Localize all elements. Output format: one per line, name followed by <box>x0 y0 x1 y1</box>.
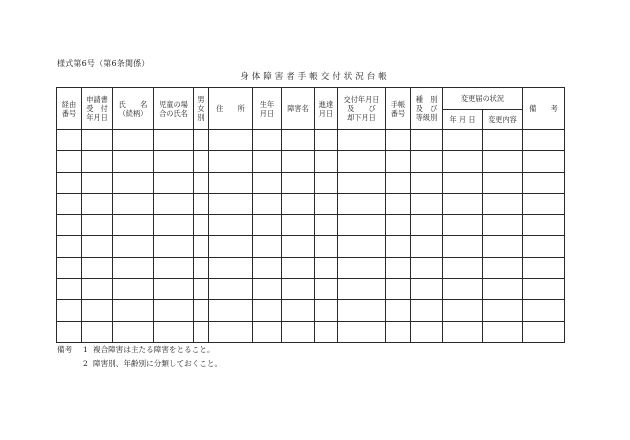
table-row <box>57 236 565 257</box>
table-cell[interactable] <box>483 279 523 300</box>
table-cell[interactable] <box>194 257 209 278</box>
table-cell[interactable] <box>57 236 82 257</box>
table-cell[interactable] <box>154 257 194 278</box>
table-cell[interactable] <box>315 300 338 321</box>
table-cell[interactable] <box>411 236 443 257</box>
table-row <box>57 193 565 214</box>
table-cell[interactable] <box>386 130 411 151</box>
table-cell[interactable] <box>386 236 411 257</box>
table-cell[interactable] <box>523 151 565 172</box>
table-cell[interactable] <box>82 151 113 172</box>
table-cell[interactable] <box>315 172 338 193</box>
header-shimei: 氏 名 （続柄） <box>113 88 154 130</box>
table-cell[interactable] <box>209 279 253 300</box>
table-cell[interactable] <box>113 151 154 172</box>
header-shinsei-uketsuke: 申請書 受 付 年月日 <box>82 88 113 130</box>
table-cell[interactable] <box>194 236 209 257</box>
table-cell[interactable] <box>386 215 411 236</box>
table-cell[interactable] <box>282 151 315 172</box>
table-cell[interactable] <box>154 236 194 257</box>
table-cell[interactable] <box>57 300 82 321</box>
note-item: 2 障害別、年齢別に分類しておくこと。 <box>83 358 223 368</box>
table-cell[interactable] <box>523 172 565 193</box>
table-cell[interactable] <box>483 130 523 151</box>
table-cell[interactable] <box>82 279 113 300</box>
table-cell[interactable] <box>253 130 282 151</box>
table-cell[interactable] <box>443 172 483 193</box>
header-shintatsu-gappi: 進達 月日 <box>315 88 338 130</box>
register-table <box>56 87 565 343</box>
table-cell[interactable] <box>194 193 209 214</box>
table-cell[interactable] <box>253 193 282 214</box>
table-cell[interactable] <box>411 151 443 172</box>
register-body <box>57 130 565 343</box>
table-cell[interactable] <box>282 130 315 151</box>
table-cell[interactable] <box>523 257 565 278</box>
table-cell[interactable] <box>253 279 282 300</box>
table-cell[interactable] <box>315 321 338 342</box>
table-cell[interactable] <box>523 279 565 300</box>
header-techo-bango: 手帳 番号 <box>386 88 411 130</box>
table-cell[interactable] <box>443 236 483 257</box>
table-cell[interactable] <box>523 215 565 236</box>
notes <box>57 343 222 370</box>
table-cell[interactable] <box>282 257 315 278</box>
table-cell[interactable] <box>483 172 523 193</box>
table-cell[interactable] <box>282 172 315 193</box>
table-cell[interactable] <box>338 236 386 257</box>
table-cell[interactable] <box>154 151 194 172</box>
table-cell[interactable] <box>82 236 113 257</box>
header-kofu-nengappi: 交付年月日 及 び 却下月日 <box>338 88 386 130</box>
table-cell[interactable] <box>411 300 443 321</box>
header-jusho: 住 所 <box>209 88 253 130</box>
table-cell[interactable] <box>194 151 209 172</box>
table-cell[interactable] <box>523 321 565 342</box>
page-title: 身体障害者手帳交付状況台帳 <box>240 72 390 82</box>
table-cell[interactable] <box>57 193 82 214</box>
table-cell[interactable] <box>253 300 282 321</box>
header-danjo-betsu: 男 女 別 <box>194 88 209 130</box>
table-cell[interactable] <box>282 215 315 236</box>
table-cell[interactable] <box>483 300 523 321</box>
header-henko-naiyo: 変更内容 <box>483 110 523 130</box>
table-cell[interactable] <box>443 151 483 172</box>
table-cell[interactable] <box>523 300 565 321</box>
table-cell[interactable] <box>253 151 282 172</box>
table-cell[interactable] <box>315 257 338 278</box>
table-cell[interactable] <box>338 257 386 278</box>
table-cell[interactable] <box>411 279 443 300</box>
table-cell[interactable] <box>253 215 282 236</box>
table-cell[interactable] <box>338 321 386 342</box>
table-cell[interactable] <box>386 257 411 278</box>
table-cell[interactable] <box>82 215 113 236</box>
form-number: 様式第6号（第6条関係） <box>57 59 150 68</box>
table-cell[interactable] <box>253 257 282 278</box>
header-henko-todoke: 変更届の状況 <box>443 88 523 110</box>
table-cell[interactable] <box>253 172 282 193</box>
table-cell[interactable] <box>113 300 154 321</box>
table-cell[interactable] <box>386 321 411 342</box>
table-cell[interactable] <box>338 193 386 214</box>
table-cell[interactable] <box>338 279 386 300</box>
table-cell[interactable] <box>113 193 154 214</box>
table-cell[interactable] <box>315 193 338 214</box>
table-cell[interactable] <box>113 321 154 342</box>
header-shogaimei: 障害名 <box>282 88 315 130</box>
table-cell[interactable] <box>315 151 338 172</box>
table-cell[interactable] <box>57 321 82 342</box>
table-cell[interactable] <box>113 172 154 193</box>
table-cell[interactable] <box>315 236 338 257</box>
table-cell[interactable] <box>443 193 483 214</box>
table-cell[interactable] <box>154 215 194 236</box>
table-row <box>57 215 565 236</box>
table-cell[interactable] <box>386 193 411 214</box>
table-cell[interactable] <box>443 257 483 278</box>
table-row <box>57 279 565 300</box>
table-cell[interactable] <box>411 257 443 278</box>
table-cell[interactable] <box>113 236 154 257</box>
table-cell[interactable] <box>386 172 411 193</box>
header-keiyu-bango: 経由 番号 <box>57 88 82 130</box>
table-cell[interactable] <box>386 279 411 300</box>
table-cell[interactable] <box>82 172 113 193</box>
table-cell[interactable] <box>282 300 315 321</box>
table-cell[interactable] <box>154 172 194 193</box>
table-cell[interactable] <box>523 236 565 257</box>
table-row <box>57 130 565 151</box>
table-cell[interactable] <box>411 172 443 193</box>
table-cell[interactable] <box>523 130 565 151</box>
table-cell[interactable] <box>82 300 113 321</box>
table-cell[interactable] <box>209 193 253 214</box>
table-row <box>57 321 565 342</box>
table-cell[interactable] <box>253 236 282 257</box>
table-cell[interactable] <box>315 130 338 151</box>
table-cell[interactable] <box>154 193 194 214</box>
table-cell[interactable] <box>209 321 253 342</box>
table-cell[interactable] <box>113 279 154 300</box>
header-biko: 備 考 <box>523 88 565 130</box>
table-cell[interactable] <box>338 300 386 321</box>
header-seinengappi: 生年 月日 <box>253 88 282 130</box>
table-row <box>57 257 565 278</box>
header-jido-shimei: 児童の場 合の氏名 <box>154 88 194 130</box>
table-cell[interactable] <box>194 172 209 193</box>
table-cell[interactable] <box>194 300 209 321</box>
table-cell[interactable] <box>443 279 483 300</box>
table-cell[interactable] <box>443 215 483 236</box>
table-cell[interactable] <box>338 172 386 193</box>
note-item: 備考 1 複合障害は主たる障害をとること。 <box>57 343 222 357</box>
table-cell[interactable] <box>483 151 523 172</box>
table-cell[interactable] <box>282 279 315 300</box>
table-cell[interactable] <box>209 215 253 236</box>
table-row <box>57 172 565 193</box>
table-cell[interactable] <box>282 236 315 257</box>
table-cell[interactable] <box>194 215 209 236</box>
table-cell[interactable] <box>209 172 253 193</box>
table-cell[interactable] <box>483 236 523 257</box>
table-cell[interactable] <box>82 130 113 151</box>
header-row-top <box>57 88 565 110</box>
table-cell[interactable] <box>443 321 483 342</box>
table-row <box>57 300 565 321</box>
table-cell[interactable] <box>154 130 194 151</box>
table-cell[interactable] <box>411 321 443 342</box>
table-cell[interactable] <box>411 193 443 214</box>
table-cell[interactable] <box>483 321 523 342</box>
table-cell[interactable] <box>194 321 209 342</box>
notes-label: 備考 <box>57 345 73 354</box>
table-cell[interactable] <box>315 215 338 236</box>
table-cell[interactable] <box>154 300 194 321</box>
table-cell[interactable] <box>338 130 386 151</box>
table-cell[interactable] <box>209 257 253 278</box>
table-cell[interactable] <box>82 257 113 278</box>
table-cell[interactable] <box>57 257 82 278</box>
table-cell[interactable] <box>443 130 483 151</box>
table-cell[interactable] <box>82 321 113 342</box>
table-cell[interactable] <box>338 215 386 236</box>
table-row <box>57 151 565 172</box>
table-cell[interactable] <box>411 130 443 151</box>
table-cell[interactable] <box>209 151 253 172</box>
table-cell[interactable] <box>483 215 523 236</box>
table-cell[interactable] <box>113 257 154 278</box>
table-cell[interactable] <box>57 130 82 151</box>
table-cell[interactable] <box>57 172 82 193</box>
table-cell[interactable] <box>282 193 315 214</box>
table-cell[interactable] <box>315 279 338 300</box>
table-cell[interactable] <box>194 279 209 300</box>
table-cell[interactable] <box>483 257 523 278</box>
table-cell[interactable] <box>82 193 113 214</box>
header-henko-nengappi: 年 月 日 <box>443 110 483 130</box>
table-cell[interactable] <box>209 130 253 151</box>
table-cell[interactable] <box>209 236 253 257</box>
table-cell[interactable] <box>386 300 411 321</box>
table-cell[interactable] <box>57 279 82 300</box>
table-cell[interactable] <box>209 300 253 321</box>
table-cell[interactable] <box>113 215 154 236</box>
table-cell[interactable] <box>386 151 411 172</box>
table-cell[interactable] <box>411 215 443 236</box>
table-cell[interactable] <box>282 321 315 342</box>
table-cell[interactable] <box>57 215 82 236</box>
table-cell[interactable] <box>253 321 282 342</box>
table-cell[interactable] <box>443 300 483 321</box>
table-cell[interactable] <box>483 193 523 214</box>
table-cell[interactable] <box>154 321 194 342</box>
table-cell[interactable] <box>194 130 209 151</box>
header-shubetsu-tokyu: 種 別 及 び 等級別 <box>411 88 443 130</box>
table-cell[interactable] <box>154 279 194 300</box>
table-cell[interactable] <box>523 193 565 214</box>
table-cell[interactable] <box>57 151 82 172</box>
table-cell[interactable] <box>338 151 386 172</box>
table-cell[interactable] <box>113 130 154 151</box>
